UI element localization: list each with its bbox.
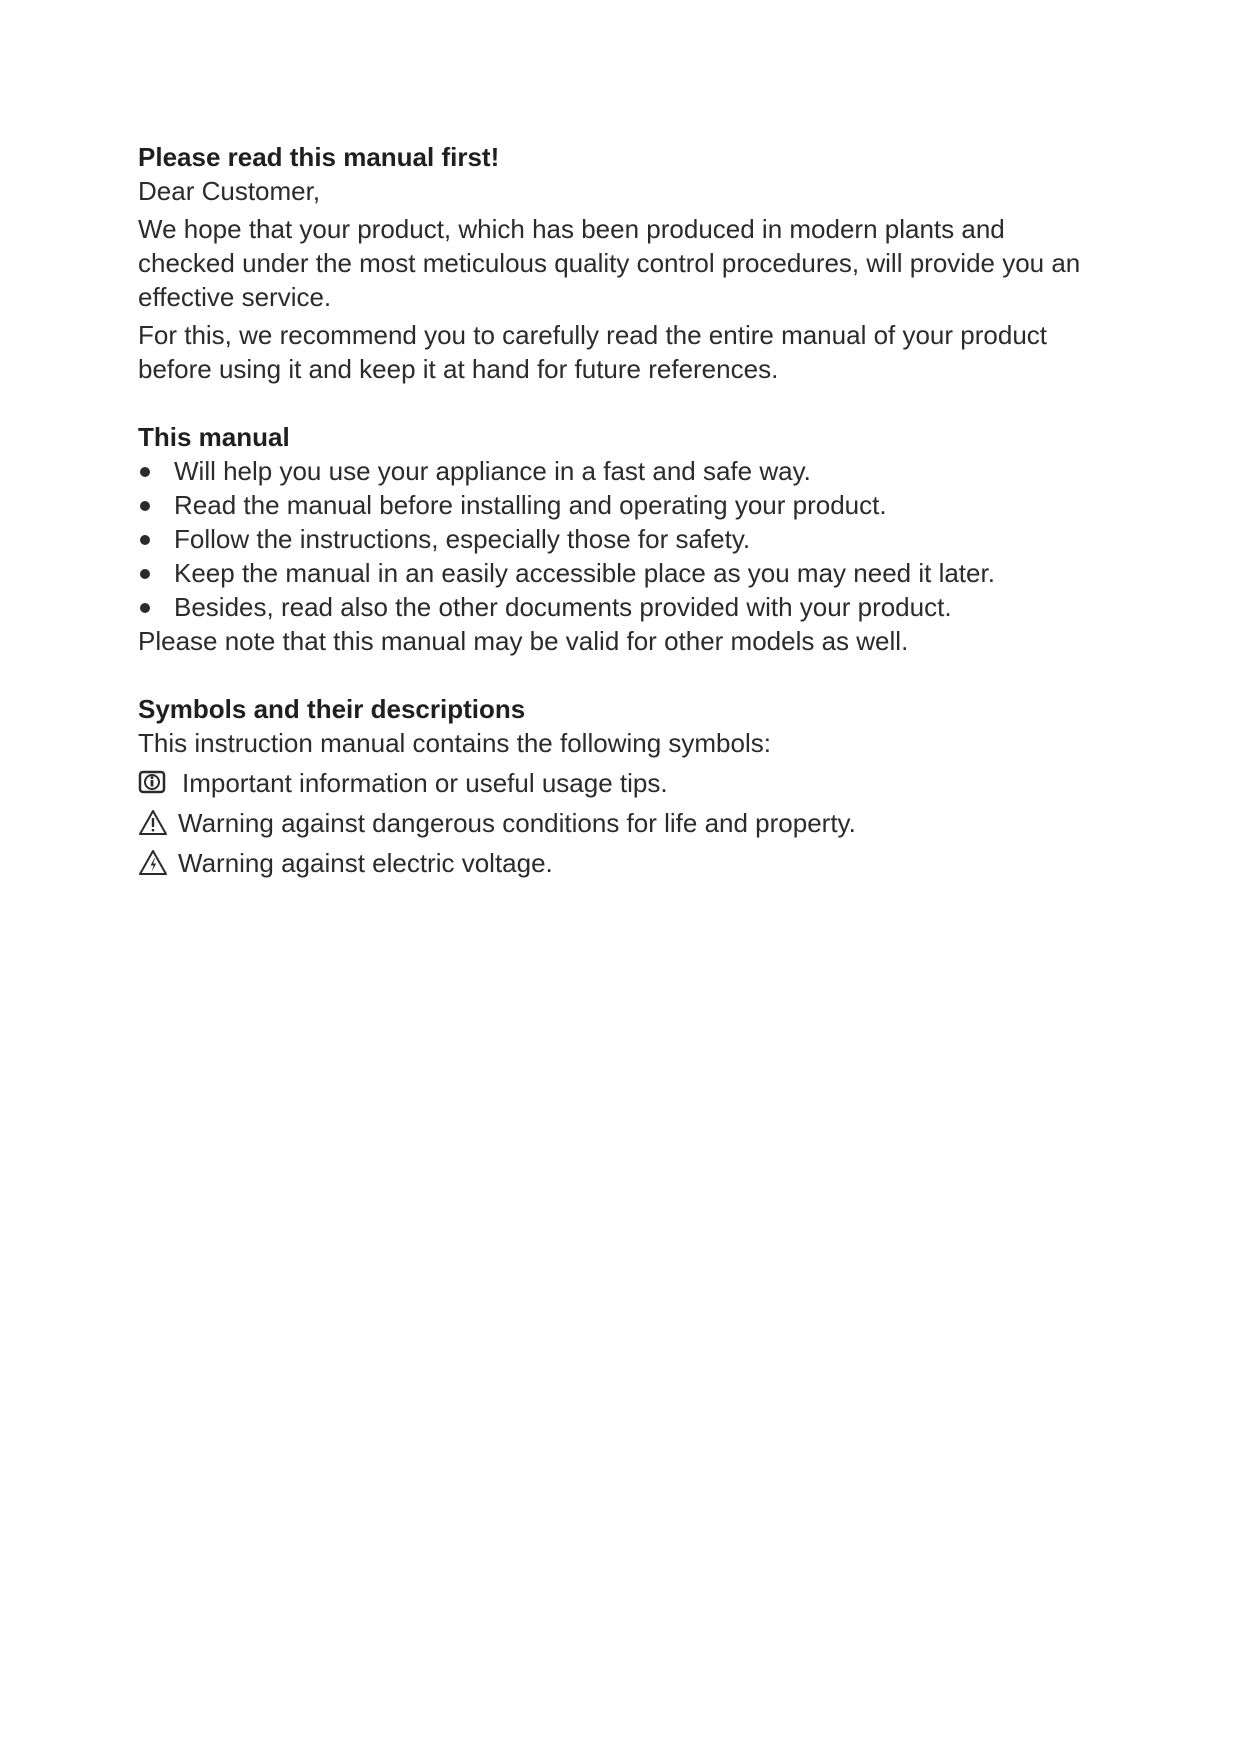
- intro-paragraph-1: We hope that your product, which has been produced in modern plants and checked under the most meticulous quality control procedures, will provide you an effective service.: [138, 214, 1081, 312]
- info-icon: [138, 769, 168, 797]
- symbol-text-electric: Warning against electric voltage.: [178, 848, 553, 878]
- symbol-row-electric: [138, 846, 1098, 880]
- symbol-text-warning: Warning against dangerous conditions for life and property.: [178, 808, 856, 838]
- symbols-heading: Symbols and their descriptions: [138, 694, 526, 724]
- bullet-icon: [140, 603, 150, 613]
- symbol-row-warning: [138, 806, 1098, 840]
- symbol-text-info: Important information or useful usage tips.: [182, 768, 668, 798]
- bullet-icon: [140, 569, 150, 579]
- manual-page: [138, 140, 1098, 880]
- bullet-icon: [140, 535, 150, 545]
- list-item-text: Follow the instructions, especially those for safety.: [174, 524, 751, 554]
- this-manual-heading: This manual: [138, 422, 290, 452]
- list-item: [138, 488, 1098, 522]
- list-item-text: Keep the manual in an easily accessible place as you may need it later.: [174, 558, 995, 588]
- list-item-text: Besides, read also the other documents provided with your product.: [174, 592, 952, 622]
- intro-heading: Please read this manual first!: [138, 142, 500, 172]
- warning-triangle-icon: [138, 809, 168, 837]
- list-item-text: Will help you use your appliance in a fast and safe way.: [174, 456, 811, 486]
- bullet-icon: [140, 501, 150, 511]
- this-manual-list: [138, 454, 1098, 624]
- greeting: Dear Customer,: [138, 176, 321, 206]
- symbol-row-info: [138, 766, 1098, 800]
- models-note: Please note that this manual may be valid for other models as well.: [138, 626, 909, 656]
- list-item: [138, 522, 1098, 556]
- intro-paragraph-2: For this, we recommend you to carefully read the entire manual of your product before using it and keep it at hand for future references.: [138, 320, 1047, 384]
- list-item: [138, 454, 1098, 488]
- bullet-icon: [140, 467, 150, 477]
- list-item: [138, 556, 1098, 590]
- symbols-intro: This instruction manual contains the following symbols:: [138, 728, 771, 758]
- list-item-text: Read the manual before installing and operating your product.: [174, 490, 887, 520]
- list-item: [138, 590, 1098, 624]
- electric-warning-icon: [138, 849, 168, 877]
